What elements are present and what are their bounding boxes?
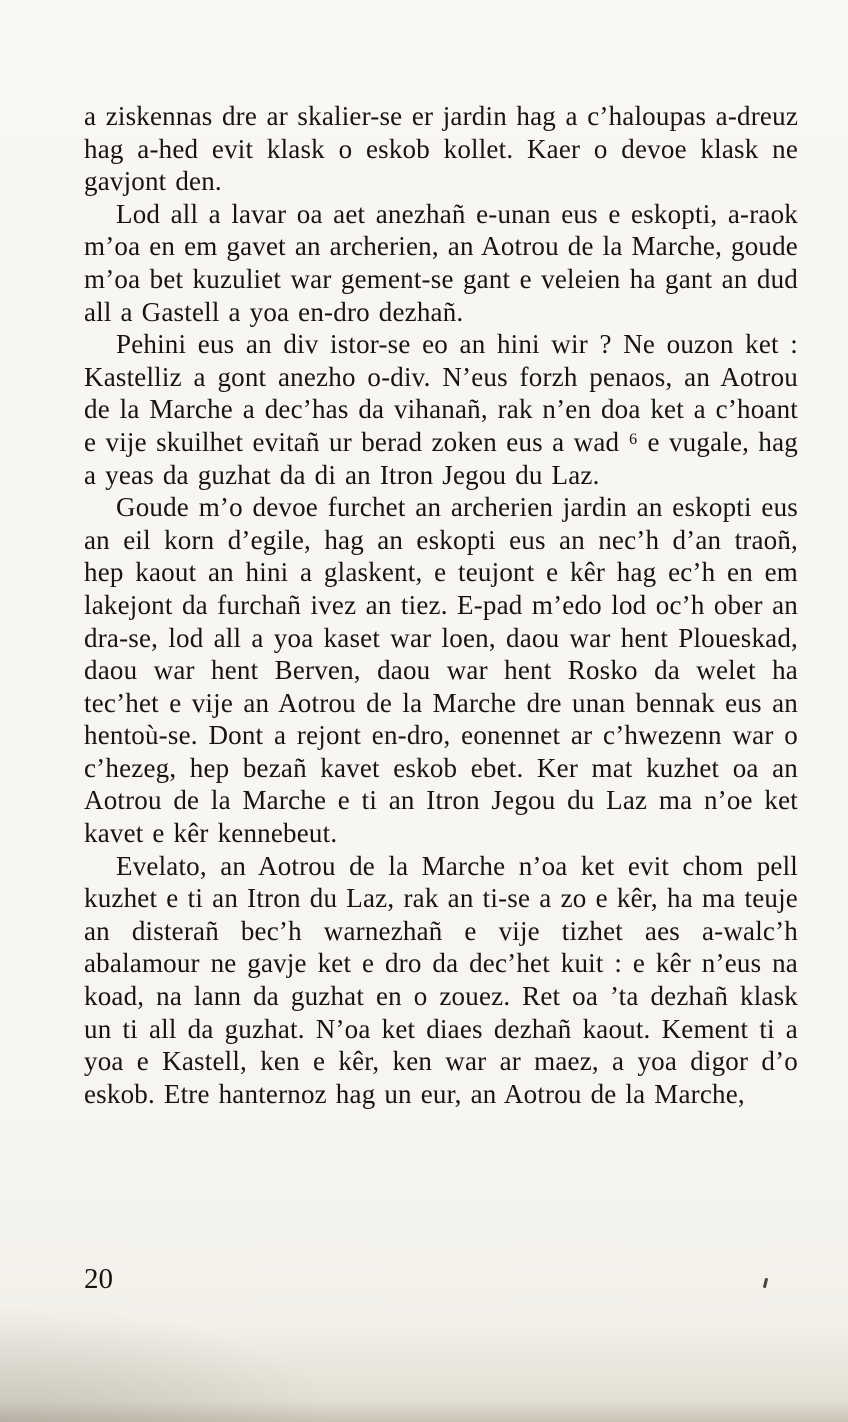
scan-speck (763, 1278, 768, 1288)
body-text (84, 100, 798, 1110)
paragraph: Lod all a lavar oa aet anezhañ e-unan eus e eskopti, a-raok m’oa en em gavet an archerien, an Aotrou de la Marche, goude m’oa bet kuzuliet war gement-se gant e veleien ha gant an dud all a Gastell a yoa en-dro dezhañ. (84, 198, 798, 327)
paragraph: Evelato, an Aotrou de la Marche n’oa ket evit chom pell kuzhet e ti an Itron du Laz, rak an ti-se a zo e kêr, ha ma teuje an disterañ bec’h warnezhañ e vije tizhet aes a-walc’h abalamour ne gavje ket e dro da dec’het kuit : e kêr n’eus na koad, na lann da guzhat en o zouez. Ret oa ’ta dezhañ klask un ti all da guzhat. N’oa ket diaes dezhañ kaout. Kement ti a yoa e Kastell, ken e kêr, ken war ar maez, a yoa digor d’o eskob. Etre hanternoz hag un eur, an Aotrou de la Marche, (84, 850, 798, 1109)
paragraph: Goude m’o devoe furchet an archerien jardin an eskopti eus an eil korn d’egile, hag an eskopti eus an nec’h d’an traoñ, hep kaout an hini a glaskent, e teujont e kêr hag ec’h en em lakejont da furchañ ivez an tiez. E-pad m’edo lod oc’h ober an dra-se, lod all a yoa kaset war loen, daou war hent Ploueskad, daou war hent Berven, daou war hent Rosko da welet ha tec’het e vije an Aotrou de la Marche dre unan bennak eus an hentoù-se. Dont a rejont en-dro, eonennet ar c’hwezenn war o c’hezeg, hep bezañ kavet eskob ebet. Ker mat kuzhet oa an Aotrou de la Marche e ti an Itron Jegou du Laz ma n’oe ket kavet e kêr kennebeut. (84, 492, 798, 849)
paragraph: Pehini eus an div istor-se eo an hini wir ? Ne ouzon ket : Kastelliz a gont anezho o-div. N’eus forzh penaos, an Aotrou de la Marche a dec’has da vihanañ, rak n’en doa ket a c’hoant e vije skuilhet evitañ ur berad zoken eus a wad ⁶ e vugale, hag a yeas da guzhat da di an Itron Jegou du Laz. (84, 329, 798, 490)
paragraph-continuation: a ziskennas dre ar skalier-se er jardin hag a c’haloupas a-dreuz hag a-hed evit klask o eskob kollet. Kaer o devoe klask ne gavjont den. (84, 101, 798, 197)
page-number: 20 (84, 1263, 113, 1295)
